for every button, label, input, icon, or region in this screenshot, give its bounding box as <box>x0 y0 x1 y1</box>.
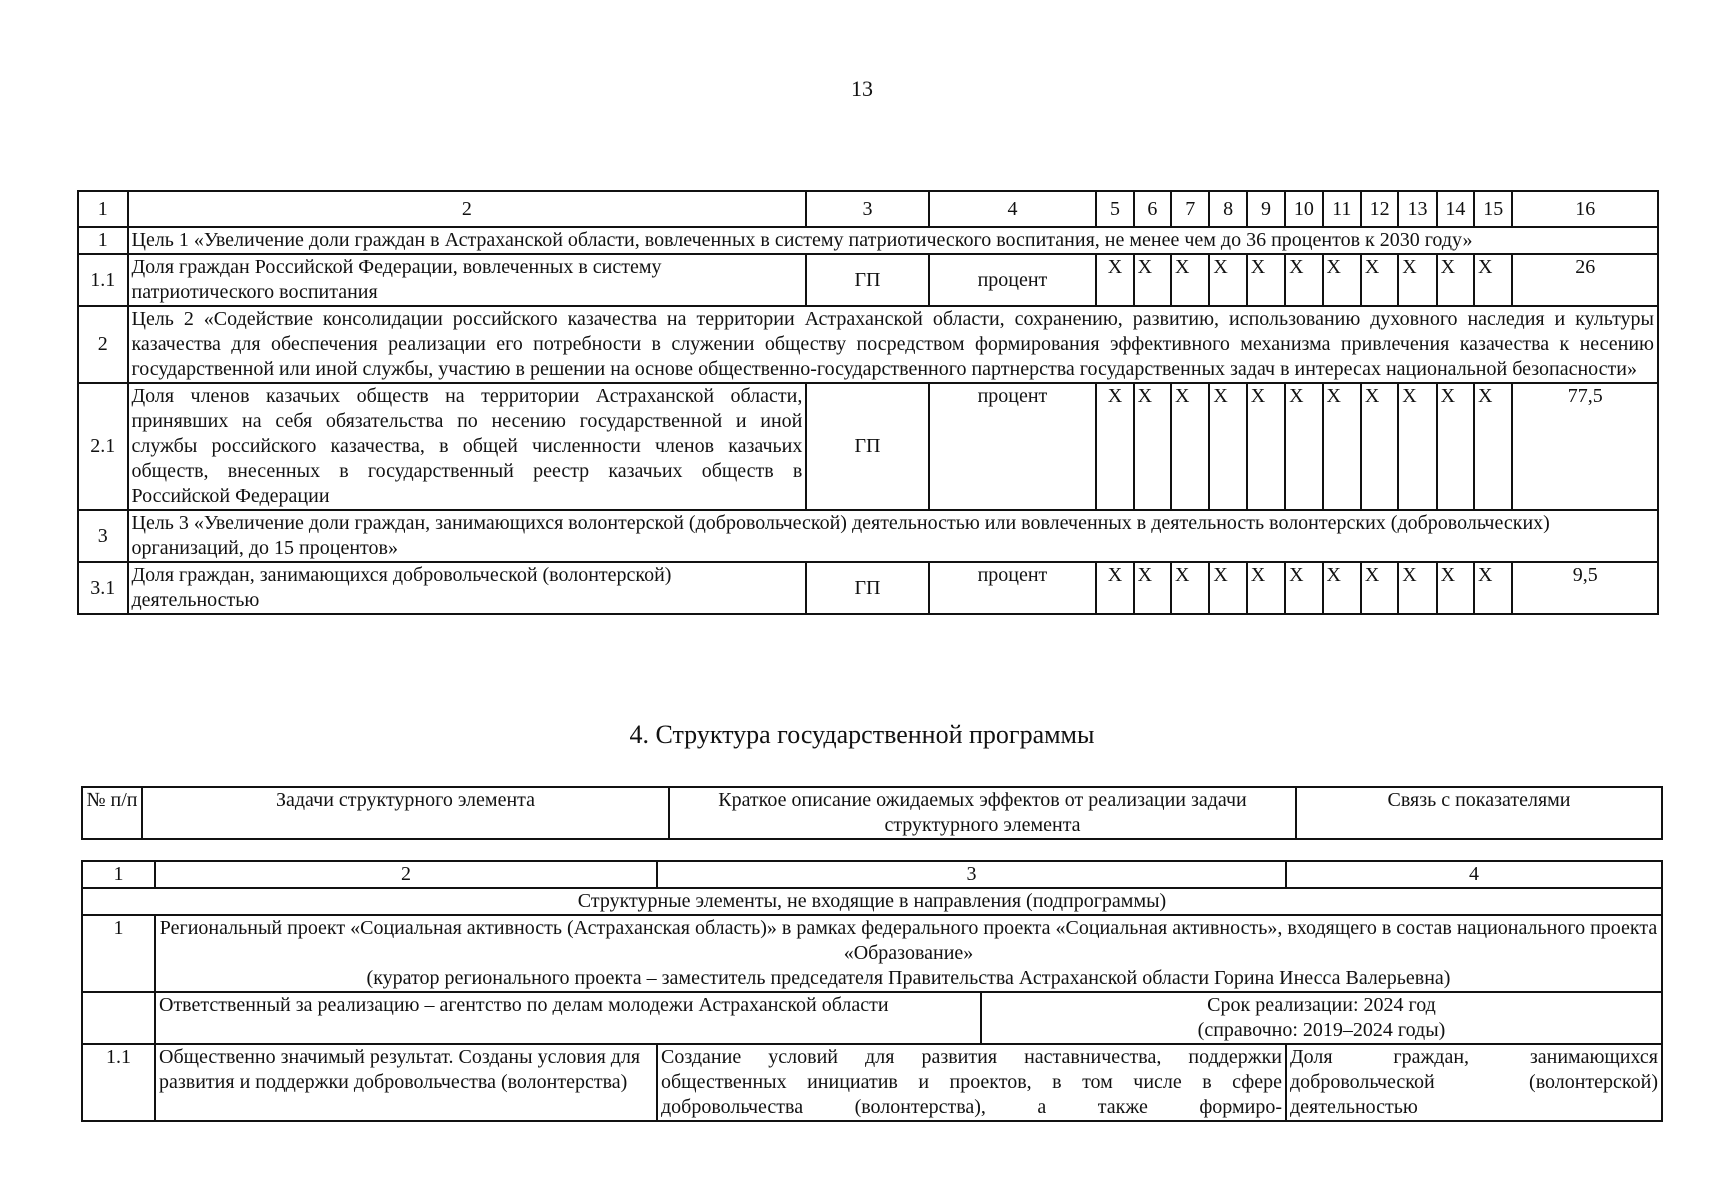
col-num: 3 <box>657 861 1286 888</box>
mark-cell: Х <box>1474 383 1512 510</box>
mark-cell: Х <box>1474 562 1512 614</box>
goal-text: Цель 3 «Увеличение доли граждан, занимающихся волонтерской (добровольческой) деятельностью или вовлеченных в деятельность волонтерских (добровольческих) организаций, до 15 процентов» <box>128 510 1659 562</box>
term-cell <box>981 992 1662 1044</box>
col-num: 13 <box>1398 191 1436 227</box>
mark-cell: Х <box>1437 562 1474 614</box>
header-effects: Краткое описание ожидаемых эффектов от реализации задачи структурного элемента <box>669 787 1296 839</box>
structure-header-row <box>82 787 1662 839</box>
indicator-value: 9,5 <box>1512 562 1658 614</box>
col-num: 2 <box>155 861 657 888</box>
indicator-row <box>78 562 1658 614</box>
mark-cell: Х <box>1398 562 1436 614</box>
indicator-unit: процент <box>929 562 1097 614</box>
indicator-row <box>78 383 1658 510</box>
task-row <box>82 1044 1662 1121</box>
mark-cell: Х <box>1171 383 1209 510</box>
mark-cell: Х <box>1437 383 1474 510</box>
task-number: 1.1 <box>82 1044 155 1121</box>
group-title: Структурные элементы, не входящие в направления (подпрограммы) <box>82 888 1662 915</box>
row-number: 3 <box>78 510 128 562</box>
indicator-value: 26 <box>1512 254 1658 306</box>
row-number: 1.1 <box>78 254 128 306</box>
project-name: Региональный проект «Социальная активность (Астраханская область)» в рамках федерального проекта «Социальная активность», входящего в состав национального проекта «Образование» <box>159 917 1658 964</box>
mark-cell: Х <box>1361 254 1398 306</box>
mark-cell: Х <box>1171 254 1209 306</box>
row-number: 1 <box>78 227 128 254</box>
project-number: 1 <box>82 915 155 992</box>
indicator-row <box>78 254 1658 306</box>
mark-cell: Х <box>1209 383 1246 510</box>
goal-row <box>78 227 1658 254</box>
mark-cell: Х <box>1361 383 1398 510</box>
indicators-table <box>77 190 1659 615</box>
mark-cell: Х <box>1361 562 1398 614</box>
col-num: 10 <box>1285 191 1322 227</box>
empty-cell <box>82 992 155 1044</box>
col-num: 5 <box>1096 191 1133 227</box>
col-numbers-row <box>82 861 1662 888</box>
col-num: 7 <box>1171 191 1209 227</box>
col-num: 16 <box>1512 191 1658 227</box>
goal-text: Цель 2 «Содействие консолидации российского казачества на территории Астраханской области, сохранению, развитию, использованию духовного наследия и культуры казачества для обеспечения реализации его потребности в служении обществу посредством формирования эффективного механизма привлечения казачества к несению государственной или иной службы, участию в решении на основе общественно-государственного партнерства государственных задач в интересах национальной безопасности» <box>128 306 1659 383</box>
indicator-unit: процент <box>929 383 1097 510</box>
mark-cell: Х <box>1209 562 1246 614</box>
mark-cell: Х <box>1437 254 1474 306</box>
effect-text: Создание условий для развития наставничества, поддержки общественных инициатив и проектов, в том числе в сфере добровольчества (волонтерства), а также формиро- <box>657 1044 1286 1121</box>
indicator-value: 77,5 <box>1512 383 1658 510</box>
mark-cell: Х <box>1134 383 1171 510</box>
structure-body-table <box>81 860 1663 1122</box>
indicator-level: ГП <box>806 383 928 510</box>
indicator-text: Доля граждан Российской Федерации, вовлеченных в систему патриотического воспитания <box>128 254 807 306</box>
mark-cell: Х <box>1247 562 1285 614</box>
mark-cell: Х <box>1096 562 1133 614</box>
table-header-row <box>78 191 1658 227</box>
header-indicators: Связь с показателями <box>1296 787 1662 839</box>
responsible-row <box>82 992 1662 1044</box>
mark-cell: Х <box>1134 254 1171 306</box>
responsible-text: Ответственный за реализацию – агентство по делам молодежи Астраханской области <box>155 992 981 1044</box>
mark-cell: Х <box>1285 254 1322 306</box>
row-number: 2.1 <box>78 383 128 510</box>
col-num: 9 <box>1247 191 1285 227</box>
col-num: 2 <box>128 191 807 227</box>
indicator-text: Доля членов казачьих обществ на территории Астраханской области, принявших на себя обязательства по несению государственной и иной службы российского казачества, в общей численности членов казачьих обществ, внесенных в государственный реестр казачьих обществ в Российской Федерации <box>128 383 807 510</box>
task-text: Общественно значимый результат. Созданы условия для развития и поддержки добровольчества (волонтерства) <box>155 1044 657 1121</box>
col-num: 4 <box>929 191 1097 227</box>
mark-cell: Х <box>1285 383 1322 510</box>
col-num: 12 <box>1361 191 1398 227</box>
col-num: 3 <box>806 191 928 227</box>
col-num: 4 <box>1286 861 1662 888</box>
project-title <box>155 915 1662 992</box>
group-title-row <box>82 888 1662 915</box>
row-number: 3.1 <box>78 562 128 614</box>
row-number: 2 <box>78 306 128 383</box>
section-title: 4. Структура государственной программы <box>629 720 1095 749</box>
indicator-link: Доля граждан, занимающихся добровольческой (волонтерской) деятельностью <box>1286 1044 1662 1121</box>
goal-row <box>78 306 1658 383</box>
mark-cell: Х <box>1134 562 1171 614</box>
mark-cell: Х <box>1247 383 1285 510</box>
indicator-level: ГП <box>806 562 928 614</box>
mark-cell: Х <box>1285 562 1322 614</box>
indicator-unit: процент <box>929 254 1097 306</box>
mark-cell: Х <box>1096 383 1133 510</box>
mark-cell: Х <box>1247 254 1285 306</box>
mark-cell: Х <box>1096 254 1133 306</box>
goal-row <box>78 510 1658 562</box>
term-reference: (справочно: 2019–2024 годы) <box>1197 1019 1446 1041</box>
mark-cell: Х <box>1398 383 1436 510</box>
mark-cell: Х <box>1323 254 1361 306</box>
col-num: 1 <box>82 861 155 888</box>
indicator-level: ГП <box>806 254 928 306</box>
col-num: 11 <box>1323 191 1361 227</box>
term-line: Срок реализации: 2024 год <box>1207 994 1436 1016</box>
col-num: 1 <box>78 191 128 227</box>
structure-header-table <box>81 786 1663 840</box>
mark-cell: Х <box>1209 254 1246 306</box>
mark-cell: Х <box>1171 562 1209 614</box>
indicator-text: Доля граждан, занимающихся добровольческой (волонтерской) деятельностью <box>128 562 807 614</box>
project-row <box>82 915 1662 992</box>
col-num: 8 <box>1209 191 1246 227</box>
mark-cell: Х <box>1323 383 1361 510</box>
mark-cell: Х <box>1474 254 1512 306</box>
header-tasks: Задачи структурного элемента <box>142 787 669 839</box>
mark-cell: Х <box>1398 254 1436 306</box>
col-num: 15 <box>1474 191 1512 227</box>
page-number: 13 <box>851 76 873 101</box>
project-curator: (куратор регионального проекта – заместитель председателя Правительства Астраханской области Горина Инесса Валерьевна) <box>366 967 1451 989</box>
header-num: № п/п <box>82 787 142 839</box>
mark-cell: Х <box>1323 562 1361 614</box>
col-num: 14 <box>1437 191 1474 227</box>
goal-text: Цель 1 «Увеличение доли граждан в Астраханской области, вовлеченных в систему патриотического воспитания, не менее чем до 36 процентов к 2030 году» <box>128 227 1659 254</box>
col-num: 6 <box>1134 191 1171 227</box>
